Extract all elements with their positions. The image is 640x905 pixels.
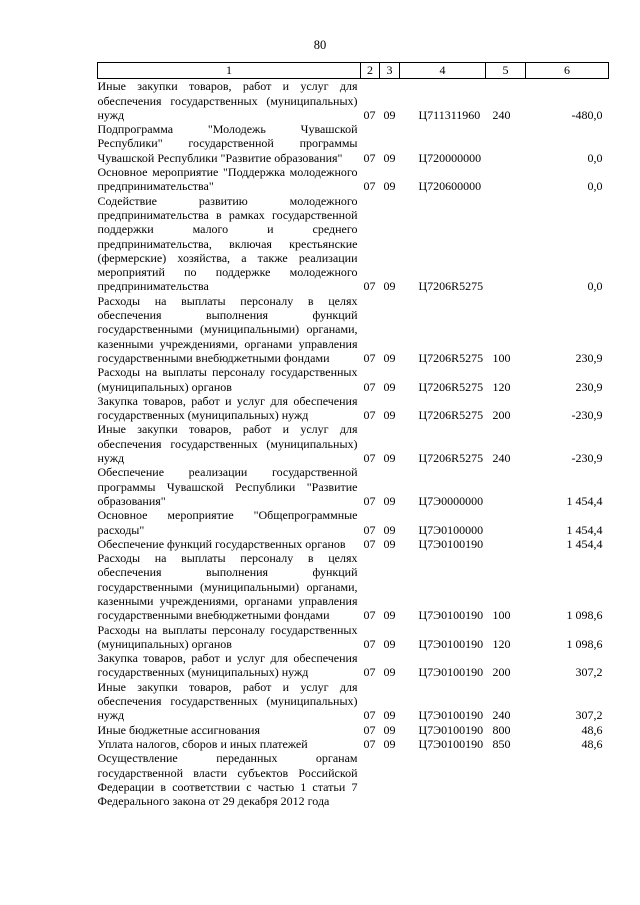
row-subsection-cell: 09 [383, 665, 396, 680]
row-subsection-cell: 09 [383, 536, 396, 551]
row-target-article-cell: Ц7Э0100190 [418, 722, 484, 737]
row-subsection-cell: 09 [383, 179, 396, 194]
row-name-cell: Расходы на выплаты персоналу государственных (муниципальных) органов [97, 622, 358, 651]
row-target-article-cell: Ц7206R5275 [418, 451, 484, 466]
row-amount-cell: 230,9 [575, 350, 603, 365]
table-row [98, 79, 609, 122]
row-amount-cell: 48,6 [581, 722, 603, 737]
row-target-article-cell: Ц7206R5275 [418, 408, 484, 423]
row-amount-cell: 1 454,4 [566, 493, 603, 508]
row-expense-type-cell [486, 751, 526, 808]
table-row [98, 122, 609, 165]
table-row [98, 422, 609, 465]
row-expense-type-cell [486, 122, 526, 165]
row-section-cell: 07 [363, 279, 376, 294]
row-subsection-cell: 09 [383, 608, 396, 623]
row-target-article-cell: Ц7206R5275 [418, 350, 484, 365]
row-expense-type-cell: 120 [492, 379, 511, 394]
row-section-cell: 07 [363, 636, 376, 651]
row-expense-type-cell: 240 [492, 708, 511, 723]
row-subsection-cell: 09 [383, 350, 396, 365]
row-name-cell: Иные бюджетные ассигнования [97, 722, 260, 737]
row-expense-type-cell: 240 [492, 451, 511, 466]
header-col-3: 3 [380, 63, 400, 79]
row-name-cell: Расходы на выплаты персоналу в целях обеспечения выполнения функций государственными (муниципальными) органами, казенными учреждениями, органами управления государственными внебюджетными фондами [97, 551, 358, 623]
row-target-article-cell: Ц7Э0100190 [418, 665, 484, 680]
row-target-article-cell: Ц7Э0100000 [418, 522, 484, 537]
row-name-cell: Обеспечение реализации государственной программы Чувашской Республики "Развитие образования" [97, 465, 358, 508]
row-section-cell: 07 [363, 722, 376, 737]
row-target-article-cell: Ц7206R5275 [418, 379, 484, 394]
row-amount-cell: -230,9 [571, 408, 603, 423]
row-name-cell: Закупка товаров, работ и услуг для обеспечения государственных (муниципальных) нужд [97, 651, 358, 680]
row-subsection-cell: 09 [383, 408, 396, 423]
row-section-cell: 07 [363, 522, 376, 537]
row-target-article-cell: Ц7Э0100190 [418, 708, 484, 723]
header-col-1: 1 [98, 63, 361, 79]
row-expense-type-cell: 200 [492, 665, 511, 680]
row-target-article-cell: Ц7206R5275 [418, 279, 484, 294]
table-row [98, 294, 609, 365]
row-amount-cell: 307,2 [575, 665, 603, 680]
row-subsection-cell: 09 [383, 451, 396, 466]
row-subsection-cell: 09 [383, 279, 396, 294]
row-section-cell: 07 [363, 608, 376, 623]
row-name-cell: Подпрограмма "Молодежь Чувашской Республики" государственной программы Чувашской Республики "Развитие образования" [97, 122, 358, 165]
row-subsection-cell: 09 [383, 522, 396, 537]
table-row [98, 465, 609, 508]
row-target-article-cell: Ц7Э0100190 [418, 736, 484, 751]
row-expense-type-cell: 100 [492, 350, 511, 365]
row-amount-cell: 0,0 [587, 279, 603, 294]
row-section-cell [361, 751, 380, 808]
row-amount-cell: -230,9 [571, 451, 603, 466]
row-section-cell: 07 [363, 350, 376, 365]
row-subsection-cell: 09 [383, 636, 396, 651]
row-expense-type-cell: 100 [492, 608, 511, 623]
table-row [98, 551, 609, 622]
row-target-article-cell [400, 751, 486, 808]
table-row [98, 194, 609, 294]
row-amount-cell: 0,0 [587, 150, 603, 165]
table-row [98, 508, 609, 537]
row-name-cell: Содействие развитию молодежного предпринимательства в рамках государственной поддержки малого и среднего предпринимательства, включая крестьянские (фермерские) хозяйства, а также реализации мероприятий по поддержке молодежного предпринимательства [97, 193, 358, 294]
row-subsection-cell: 09 [383, 379, 396, 394]
row-expense-type-cell [486, 194, 526, 294]
table-row [98, 723, 609, 737]
row-target-article-cell: Ц711311960 [418, 107, 481, 122]
row-name-cell: Закупка товаров, работ и услуг для обеспечения государственных (муниципальных) нужд [97, 393, 358, 423]
row-name-cell: Обеспечение функций государственных органов [97, 536, 346, 551]
row-subsection-cell: 09 [383, 736, 396, 751]
row-expense-type-cell [486, 165, 526, 194]
row-target-article-cell: Ц7Э0100190 [418, 536, 484, 551]
row-section-cell: 07 [363, 708, 376, 723]
row-section-cell: 07 [363, 665, 376, 680]
row-expense-type-cell: 240 [492, 107, 511, 122]
row-subsection-cell: 09 [383, 150, 396, 165]
header-col-4: 4 [400, 63, 486, 79]
row-section-cell: 07 [363, 179, 376, 194]
row-expense-type-cell: 120 [492, 636, 511, 651]
row-section-cell: 07 [363, 736, 376, 751]
row-subsection-cell: 09 [383, 722, 396, 737]
row-amount-cell: 1 454,4 [566, 522, 603, 537]
row-section-cell: 07 [363, 493, 376, 508]
row-target-article-cell: Ц720000000 [418, 150, 482, 165]
row-expense-type-cell: 800 [492, 722, 511, 737]
row-subsection-cell: 09 [383, 493, 396, 508]
row-amount-cell: 1 098,6 [566, 608, 603, 623]
table-row [98, 623, 609, 652]
row-name-cell: Иные закупки товаров, работ и услуг для обеспечения государственных (муниципальных) нужд [97, 422, 358, 466]
table-row [98, 537, 609, 551]
page-number: 80 [313, 38, 327, 52]
row-name-cell: Расходы на выплаты персоналу в целях обеспечения выполнения функций государственными (муниципальными) органами, казенными учреждениями, органами управления государственными внебюджетными фондами [97, 293, 358, 365]
row-expense-type-cell [486, 508, 526, 537]
table-row [98, 394, 609, 423]
header-col-6: 6 [526, 63, 609, 79]
row-name-cell: Основное мероприятие "Общепрограммные расходы" [97, 508, 358, 537]
header-col-5: 5 [486, 63, 526, 79]
header-col-2: 2 [361, 63, 380, 79]
row-name-cell: Осуществление переданных органам государственной власти субъектов Российской Федерации в соответствии с частью 1 статьи 7 Федерального закона от 29 декабря 2012 года [97, 751, 358, 809]
row-section-cell: 07 [363, 107, 376, 122]
row-name-cell: Расходы на выплаты персоналу государственных (муниципальных) органов [97, 365, 358, 394]
row-expense-type-cell: 850 [492, 736, 511, 751]
row-expense-type-cell: 200 [492, 408, 511, 423]
row-section-cell: 07 [363, 451, 376, 466]
row-target-article-cell: Ц720600000 [418, 179, 482, 194]
row-amount-cell: 48,6 [581, 736, 603, 751]
row-amount-cell: -480,0 [571, 107, 603, 122]
table-row [98, 651, 609, 680]
row-subsection-cell: 09 [383, 107, 396, 122]
row-name-cell: Иные закупки товаров, работ и услуг для обеспечения государственных (муниципальных) нужд [97, 79, 358, 122]
table-row [98, 680, 609, 723]
row-amount-cell: 230,9 [575, 379, 603, 394]
row-target-article-cell: Ц7Э0100190 [418, 636, 484, 651]
row-section-cell: 07 [363, 408, 376, 423]
row-amount-cell: 1 098,6 [566, 636, 603, 651]
table-row [98, 737, 609, 751]
row-amount-cell: 1 454,4 [566, 536, 603, 551]
row-target-article-cell: Ц7Э0000000 [418, 493, 484, 508]
row-section-cell: 07 [363, 536, 376, 551]
table-header-row [98, 63, 609, 79]
row-name-cell: Уплата налогов, сборов и иных платежей [97, 736, 308, 751]
row-subsection-cell [380, 751, 400, 808]
row-section-cell: 07 [363, 150, 376, 165]
table-row [98, 165, 609, 194]
row-amount-cell [526, 751, 609, 808]
row-name-cell: Основное мероприятие "Поддержка молодежного предпринимательства" [97, 165, 358, 194]
table-row [98, 751, 609, 808]
row-amount-cell: 307,2 [575, 708, 603, 723]
row-expense-type-cell [486, 537, 526, 551]
row-name-cell: Иные закупки товаров, работ и услуг для обеспечения государственных (муниципальных) нужд [97, 679, 358, 723]
budget-table [97, 62, 609, 808]
table-row [98, 365, 609, 394]
row-amount-cell: 0,0 [587, 179, 603, 194]
row-target-article-cell: Ц7Э0100190 [418, 608, 484, 623]
row-section-cell: 07 [363, 379, 376, 394]
row-expense-type-cell [486, 465, 526, 508]
row-subsection-cell: 09 [383, 708, 396, 723]
